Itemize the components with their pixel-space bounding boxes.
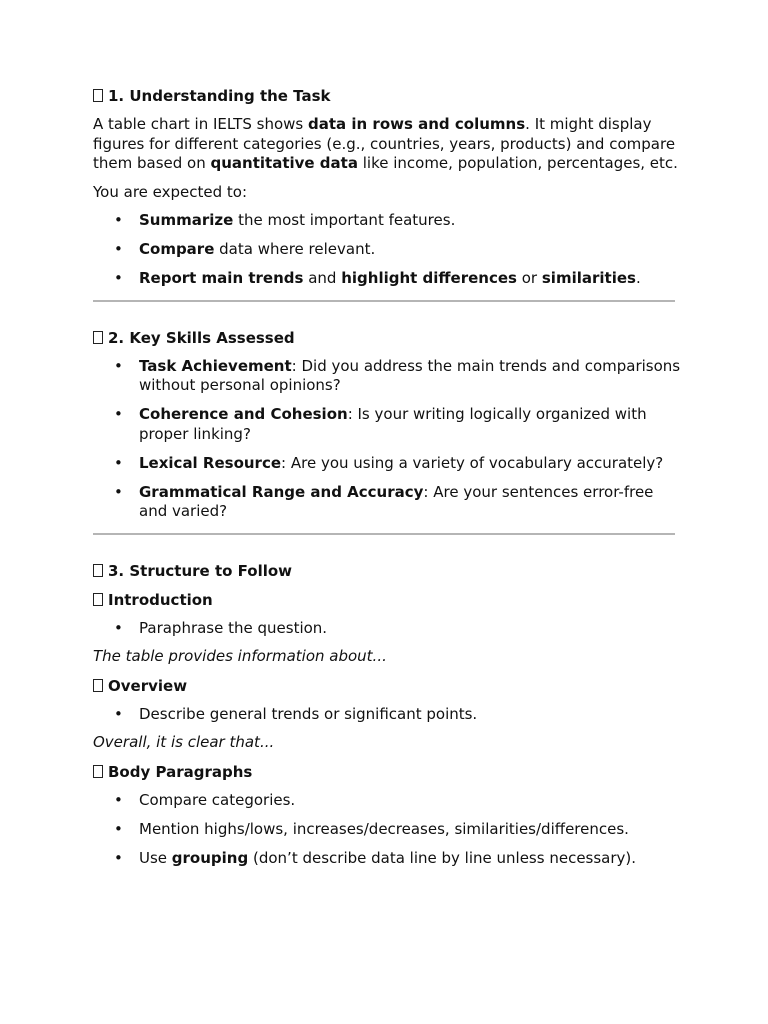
list-item <box>93 211 683 231</box>
missing-glyph-icon <box>93 331 103 344</box>
text-run: : Is your writing logically organized with proper linking? <box>139 405 647 443</box>
bold-run: quantitative data <box>210 154 358 172</box>
text-run: : Are your sentences error-free and varied? <box>139 482 654 520</box>
text-run: like income, population, percentages, etc. <box>357 154 678 172</box>
bold-run: highlight differences <box>341 269 517 287</box>
text-run: or <box>516 269 542 287</box>
bold-run: Summarize <box>139 211 234 229</box>
list-item <box>93 791 683 811</box>
body-paragraphs-heading <box>93 762 683 782</box>
missing-glyph-icon <box>93 593 103 606</box>
text-run: . It might display figures for different categories (e.g., countries, years, products) and compare them based on <box>93 115 676 172</box>
list-item <box>93 820 683 840</box>
expected-list <box>93 211 683 289</box>
bold-run: Coherence and Cohesion <box>139 405 348 423</box>
bullet-icon: • <box>114 482 123 501</box>
bullet-icon: • <box>114 356 123 375</box>
bullet-icon: • <box>114 453 123 472</box>
text-run: : Are you using a variety of vocabulary accurately? <box>281 453 664 472</box>
section-divider <box>93 533 675 535</box>
overview-list <box>93 705 683 725</box>
bullet-icon: • <box>114 240 123 258</box>
introduction-heading-text: Introduction <box>108 590 213 609</box>
body-paragraphs-heading-text: Body Paragraphs <box>108 762 253 781</box>
section-divider <box>93 300 675 302</box>
text-run: Mention highs/lows, increases/decreases, similarities/differences. <box>139 819 629 838</box>
section-2-heading-text: 2. Key Skills Assessed <box>108 328 295 347</box>
section-1-heading <box>93 86 683 106</box>
bullet-icon: • <box>114 704 123 723</box>
body-paragraphs-list <box>93 791 683 869</box>
missing-glyph-icon <box>93 765 103 778</box>
list-item <box>93 454 683 474</box>
bold-run: Report main trends <box>139 269 304 287</box>
introduction-list <box>93 619 683 639</box>
text-run: and <box>303 269 342 287</box>
text-run: . <box>635 269 641 287</box>
text-run: Paraphrase the question. <box>139 618 328 637</box>
missing-glyph-icon <box>93 679 103 692</box>
overview-example: Overall, it is clear that... <box>93 733 275 751</box>
section-1-paragraph <box>93 115 683 174</box>
missing-glyph-icon <box>93 564 103 577</box>
list-item <box>93 849 683 869</box>
list-item <box>93 405 683 444</box>
missing-glyph-icon <box>93 89 103 102</box>
bullet-icon: • <box>114 269 123 287</box>
bold-run: Task Achievement <box>139 356 292 375</box>
text-run: (don’t describe data line by line unless necessary). <box>248 848 637 867</box>
section-2-heading <box>93 328 683 348</box>
list-item <box>93 705 683 725</box>
list-item <box>93 357 683 396</box>
introduction-heading <box>93 590 683 610</box>
bullet-icon: • <box>114 211 123 229</box>
bullet-icon: • <box>114 405 123 423</box>
bold-run: grouping <box>171 848 249 867</box>
bold-run: Compare <box>139 240 215 258</box>
skills-list <box>93 357 683 522</box>
text-run: A table chart in IELTS shows <box>93 115 308 133</box>
bullet-icon: • <box>114 790 123 809</box>
bullet-icon: • <box>114 618 123 637</box>
text-run: Compare categories. <box>139 790 296 809</box>
list-item <box>93 483 683 522</box>
section-3-heading <box>93 561 683 581</box>
text-run: : Did you address the main trends and comparisons without personal opinions? <box>139 356 681 394</box>
bullet-icon: • <box>114 819 123 838</box>
bold-run: similarities <box>541 269 636 287</box>
text-run: Use <box>139 848 172 867</box>
bold-run: Grammatical Range and Accuracy <box>139 482 424 501</box>
list-item <box>93 269 683 289</box>
bullet-icon: • <box>114 848 123 867</box>
overview-heading-text: Overview <box>108 676 188 695</box>
text-run: data where relevant. <box>214 240 376 258</box>
overview-heading <box>93 676 683 696</box>
bold-run: data in rows and columns <box>308 115 526 133</box>
document-page <box>93 86 683 877</box>
list-item <box>93 240 683 260</box>
section-3-heading-text: 3. Structure to Follow <box>108 561 293 580</box>
section-1-heading-text: 1. Understanding the Task <box>108 87 331 105</box>
text-run: the most important features. <box>233 211 456 229</box>
introduction-example: The table provides information about... <box>93 647 387 665</box>
expected-intro: You are expected to: <box>93 182 247 201</box>
bold-run: Lexical Resource <box>139 453 282 472</box>
text-run: Describe general trends or significant points. <box>139 704 478 723</box>
list-item <box>93 619 683 639</box>
